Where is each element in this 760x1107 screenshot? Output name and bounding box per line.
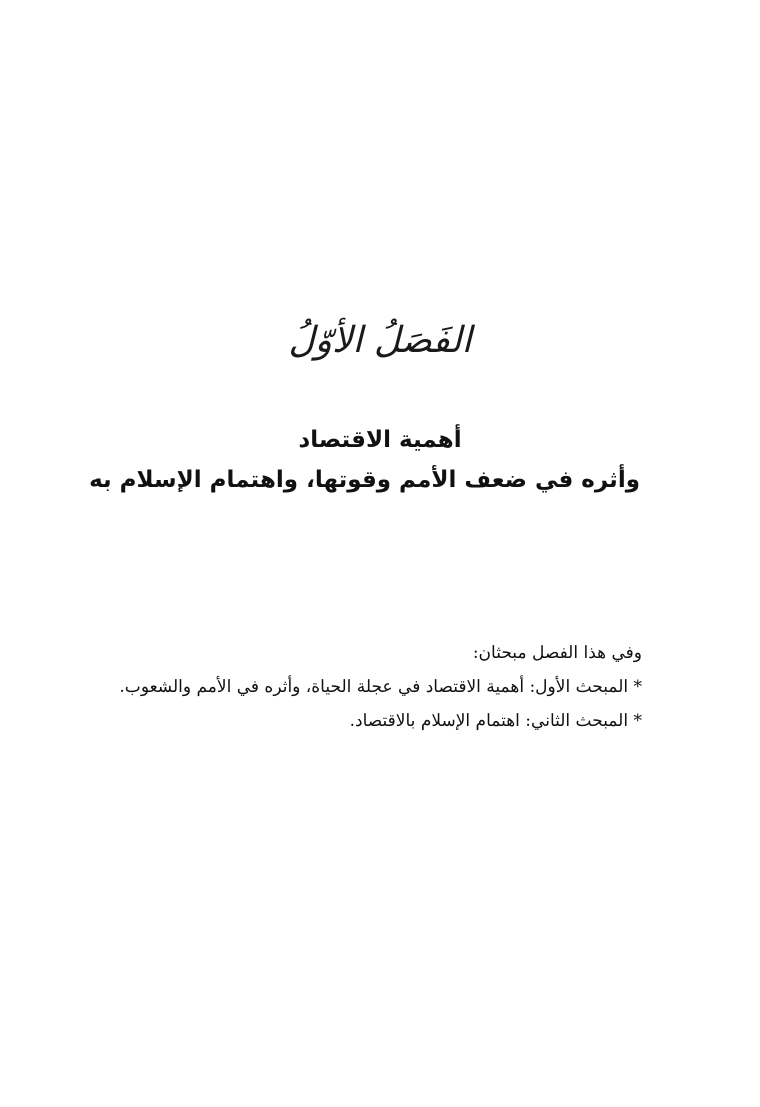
chapter-heading: الفَصَلُ الأوّلُ [288,320,472,361]
chapter-title [89,420,640,500]
intro-list-item: * المبحث الثاني: اهتمام الإسلام بالاقتصاد. [349,711,642,731]
chapter-title-line-1: أهمية الاقتصاد [298,427,462,453]
intro-list-item: * المبحث الأول: أهمية الاقتصاد في عجلة الحياة، وأثره في الأمم والشعوب. [119,677,642,697]
intro-lead-text: وفي هذا الفصل مبحثان: [472,643,642,663]
chapter-title-line-2: وأثره في ضعف الأمم وقوتها، واهتمام الإسلام به [89,467,640,493]
chapter-intro [82,636,642,738]
